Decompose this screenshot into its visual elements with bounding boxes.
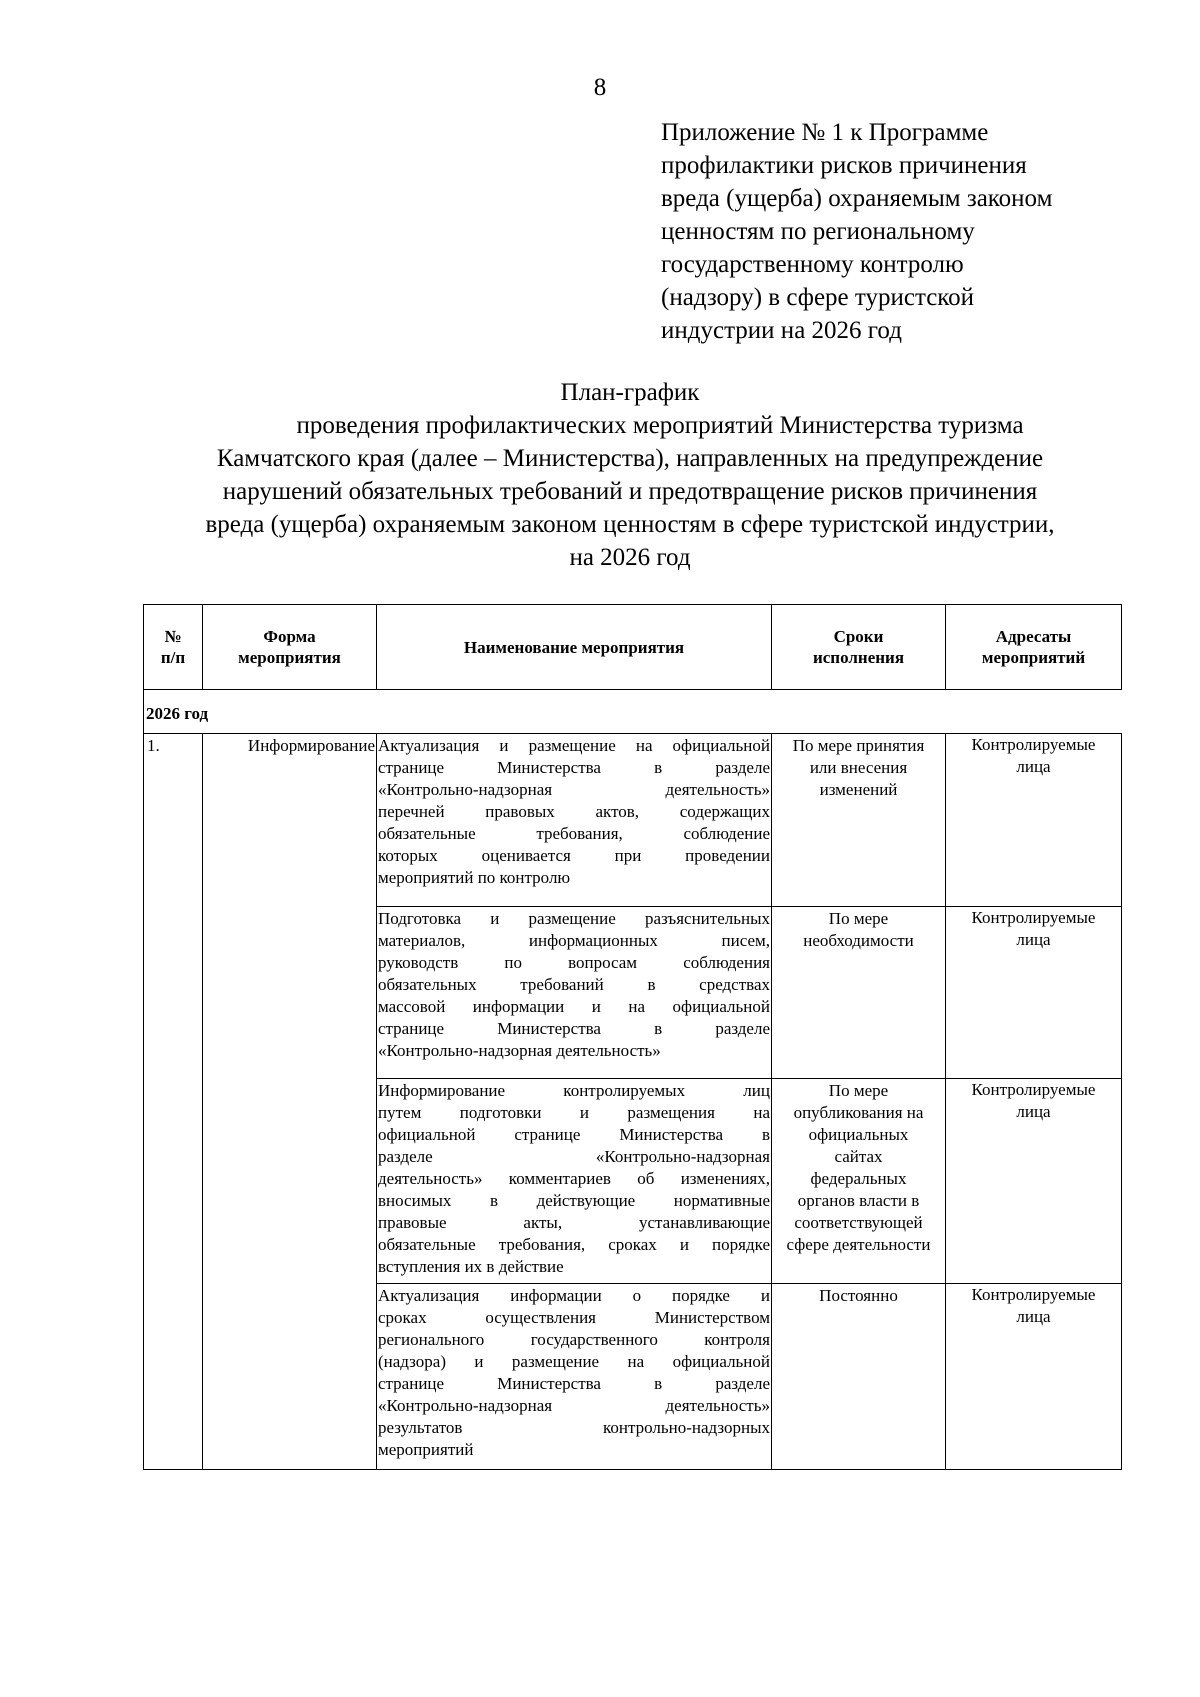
appendix-line: Приложение № 1 к Программе: [661, 119, 989, 146]
empty-cell: [203, 907, 377, 1079]
desc-line: разделе «Контрольно-надзорная: [378, 1147, 770, 1166]
table-row: [144, 734, 1122, 907]
addressee-line: лица: [1016, 1102, 1051, 1121]
empty-cell: [203, 1284, 377, 1470]
event-addressee: [946, 907, 1122, 1079]
desc-line: обязательных требований в средствах: [378, 975, 770, 994]
event-term: [772, 1284, 946, 1470]
desc-line: которых оценивается при проведении: [378, 846, 770, 865]
header-name: [377, 605, 772, 690]
addressee-line: Контролируемые: [971, 908, 1096, 927]
desc-line: странице Министерства в разделе: [378, 1374, 770, 1393]
page-number: 8: [593, 74, 607, 101]
desc-line: массовой информации и на официальной: [378, 997, 770, 1016]
addressee-line: лица: [1016, 757, 1051, 776]
empty-cell: [144, 907, 203, 1079]
addressee-line: Контролируемые: [971, 735, 1096, 754]
header-text: Адресаты: [995, 627, 1072, 646]
event-description: [377, 907, 772, 1079]
header-text: п/п: [160, 648, 186, 667]
event-addressee: [946, 1284, 1122, 1470]
desc-line: Информирование контролируемых лиц: [378, 1081, 770, 1100]
desc-line: вступления их в действие: [378, 1257, 564, 1276]
desc-line: официальной странице Министерства в: [378, 1125, 770, 1144]
event-term: [772, 907, 946, 1079]
term-line: По мере принятия: [792, 736, 925, 755]
desc-line: вносимых в действующие нормативные: [378, 1191, 770, 1210]
appendix-line: профилактики рисков причинения: [661, 152, 1027, 179]
term-line: По мере: [828, 909, 889, 928]
desc-line: Актуализация и размещение на официальной: [378, 736, 770, 755]
desc-line: правовые акты, устанавливающие: [378, 1213, 770, 1232]
desc-line: деятельность» комментариев об изменениях,: [378, 1169, 770, 1188]
desc-line: странице Министерства в разделе: [378, 1019, 770, 1038]
table-row: [144, 1079, 1122, 1284]
appendix-line: индустрии на 2026 год: [661, 317, 902, 344]
header-text: мероприятия: [238, 648, 341, 667]
desc-line: обязательные требования, сроках и порядке: [378, 1235, 770, 1254]
header-text: №: [164, 627, 182, 646]
addressee-line: лица: [1016, 930, 1051, 949]
appendix-line: вреда (ущерба) охраняемым законом: [661, 185, 1053, 212]
plan-title: [130, 376, 1130, 574]
desc-line: обязательные требования, соблюдение: [378, 824, 770, 843]
empty-cell: [203, 1079, 377, 1284]
appendix-note: [661, 116, 1121, 347]
title-line: вреда (ущерба) охраняемым законом ценностям в сфере туристской индустрии,: [205, 511, 1055, 538]
plan-heading: План-график: [560, 379, 700, 406]
desc-line: сроках осуществления Министерством: [378, 1308, 770, 1327]
desc-line: материалов, информационных писем,: [378, 931, 770, 950]
desc-line: Подготовка и размещение разъяснительных: [378, 909, 770, 928]
desc-line: регионального государственного контроля: [378, 1330, 770, 1349]
term-line: сфере деятельности: [786, 1235, 931, 1254]
event-description: [377, 1284, 772, 1470]
year-label: 2026 год: [144, 690, 1122, 734]
header-text: мероприятий: [981, 648, 1086, 667]
event-addressee: [946, 1079, 1122, 1284]
row-number: 1.: [144, 734, 203, 907]
desc-line: «Контрольно-надзорная деятельность»: [378, 780, 770, 799]
desc-line: путем подготовки и размещения на: [378, 1103, 770, 1122]
header-num: [144, 605, 203, 690]
term-line: сайтах: [834, 1147, 883, 1166]
event-term: [772, 1079, 946, 1284]
desc-line: мероприятий по контролю: [378, 868, 571, 887]
desc-line: перечней правовых актов, содержащих: [378, 802, 770, 821]
term-line: Постоянно: [819, 1286, 898, 1305]
desc-line: Актуализация информации о порядке и: [378, 1286, 770, 1305]
appendix-line: (надзору) в сфере туристской: [661, 284, 975, 311]
event-description: [377, 734, 772, 907]
title-line: Камчатского края (далее – Министерства), направленных на предупреждение: [216, 445, 1044, 472]
addressee-line: лица: [1016, 1307, 1051, 1326]
header-form: [203, 605, 377, 690]
appendix-line: ценностям по региональному: [661, 218, 975, 245]
desc-line: (надзора) и размещение на официальной: [378, 1352, 770, 1371]
appendix-line: государственному контролю: [661, 251, 964, 278]
desc-line: мероприятий: [378, 1440, 474, 1459]
desc-line: результатов контрольно-надзорных: [378, 1418, 770, 1437]
empty-cell: [144, 1079, 203, 1284]
plan-table: [143, 604, 1122, 1470]
header-text: Наименование мероприятия: [463, 637, 685, 657]
table-row: [144, 907, 1122, 1079]
header-text: Форма: [263, 627, 316, 646]
desc-line: «Контрольно-надзорная деятельность»: [378, 1396, 770, 1415]
header-term: [772, 605, 946, 690]
addressee-line: Контролируемые: [971, 1080, 1096, 1099]
event-description: [377, 1079, 772, 1284]
event-term: [772, 734, 946, 907]
term-line: соответствующей: [794, 1213, 923, 1232]
empty-cell: [144, 1284, 203, 1470]
table-header-row: [144, 605, 1122, 690]
term-line: По мере: [828, 1081, 889, 1100]
desc-line: руководств по вопросам соблюдения: [378, 953, 770, 972]
term-line: федеральных: [810, 1169, 907, 1188]
year-row: [144, 690, 1122, 734]
header-addressee: [946, 605, 1122, 690]
title-line: нарушений обязательных требований и предотвращение рисков причинения: [222, 478, 1038, 505]
term-line: опубликования на: [793, 1103, 924, 1122]
title-line: проведения профилактических мероприятий Министерства туризма: [296, 412, 1024, 439]
event-form: Информирование: [203, 734, 377, 907]
addressee-line: Контролируемые: [971, 1285, 1096, 1304]
term-line: изменений: [819, 780, 898, 799]
term-line: необходимости: [803, 931, 914, 950]
event-addressee: [946, 734, 1122, 907]
table-row: [144, 1284, 1122, 1470]
term-line: или внесения: [809, 758, 908, 777]
term-line: официальных: [808, 1125, 909, 1144]
header-text: исполнения: [812, 648, 905, 667]
desc-line: «Контрольно-надзорная деятельность»: [378, 1041, 661, 1060]
header-text: Сроки: [833, 627, 884, 646]
title-line: на 2026 год: [569, 544, 691, 571]
desc-line: странице Министерства в разделе: [378, 758, 770, 777]
term-line: органов власти в: [797, 1191, 920, 1210]
